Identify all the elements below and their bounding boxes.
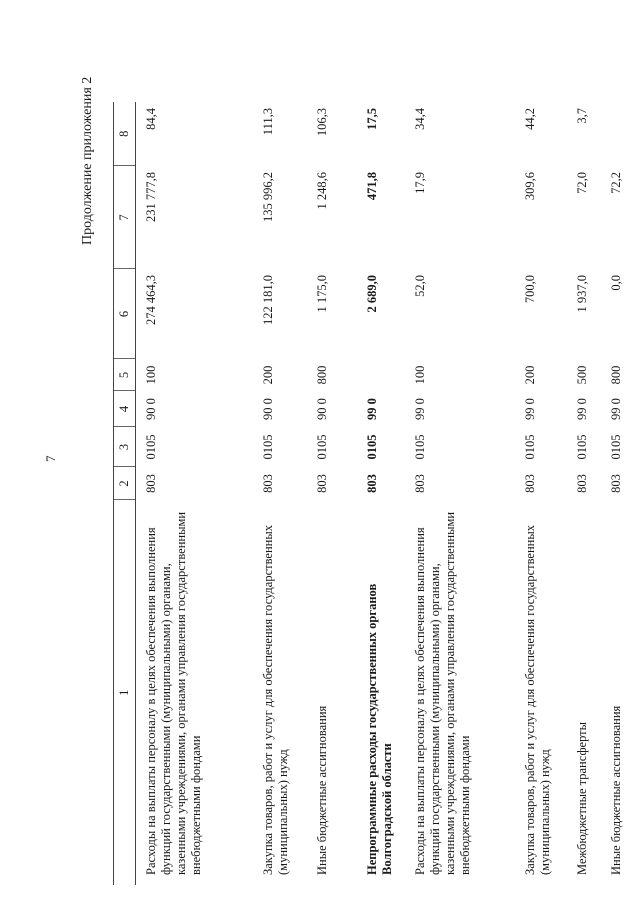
- budget-table: [113, 102, 635, 885]
- cell-planned: 122 181,0: [260, 275, 275, 325]
- cell-target: 99 0: [364, 398, 379, 420]
- cell-planned: 700,0: [522, 275, 537, 304]
- cell-section: 0105: [144, 434, 158, 460]
- row-name-cell: Закупка товаров, работ и услуг для обеспечения государственных (муниципальных) нужд: [522, 524, 552, 875]
- table-row: [515, 102, 567, 885]
- cell-section: 0105: [522, 434, 537, 460]
- cell-target: 99 0: [574, 398, 589, 420]
- table-row: [601, 102, 635, 885]
- cell-percent: 34,4: [412, 108, 427, 130]
- cell-expense-type: 500: [574, 365, 589, 385]
- cell-section: 0105: [412, 434, 427, 460]
- row-name-cell: Непрограммные расходы государственных органов Волгоградской области: [364, 583, 394, 875]
- cell-code: 803: [522, 474, 537, 493]
- cell-actual: 72,2: [608, 172, 623, 194]
- cell-section: 0105: [574, 434, 589, 460]
- row-name-cell: Межбюджетные трансферты: [574, 721, 589, 875]
- cell-target: 90 0: [260, 398, 275, 420]
- cell-expense-type: [357, 359, 405, 391]
- cell-planned: 274 464,3: [144, 275, 158, 325]
- cell-code: 803: [260, 474, 275, 493]
- cell-percent: 84,4: [144, 108, 158, 130]
- cell-code: 803: [574, 474, 589, 493]
- cell-actual: 1 248,6: [314, 172, 329, 210]
- cell-planned: 52,0: [412, 275, 427, 297]
- cell-actual: 135 996,2: [260, 172, 275, 222]
- table-row: [405, 102, 515, 885]
- column-header: 4: [114, 391, 136, 427]
- cell-expense-type: 200: [260, 365, 275, 385]
- cell-code: 803: [144, 474, 158, 493]
- row-name-cell: Расходы на выплаты персоналу в целях обеспечения выполнения функций государственными (муниципальными) органами, казенными учреждениями, органами управления государственными внебюджетными фондами: [144, 511, 203, 875]
- cell-code: 803: [314, 474, 329, 493]
- cell-target: 90 0: [144, 398, 158, 420]
- page-number: 7: [43, 455, 58, 462]
- row-name-cell: Закупка товаров, работ и услуг для обеспечения государственных (муниципальных) нужд: [260, 524, 290, 875]
- cell-percent: 111,3: [260, 108, 275, 136]
- cell-percent: 17,5: [364, 108, 379, 130]
- row-name-cell: Расходы на выплаты персоналу в целях обеспечения выполнения функций государственными (муниципальными) органами, казенными учреждениями, органами управления государственными внебюджетными фондами: [412, 511, 472, 875]
- column-header: 3: [114, 427, 136, 467]
- cell-actual: 471,8: [364, 172, 379, 201]
- cell-planned: 2 689,0: [364, 275, 379, 313]
- cell-planned: 1 175,0: [314, 275, 329, 313]
- table-header-row: [114, 102, 136, 885]
- column-header: 7: [114, 166, 136, 269]
- row-name-cell: Иные бюджетные ассигнования: [608, 705, 623, 875]
- cell-percent: [601, 102, 635, 166]
- cell-expense-type: 100: [144, 365, 158, 385]
- continuation-label: Продолжение приложения 2: [80, 76, 95, 245]
- column-header: 8: [114, 102, 136, 166]
- cell-target: 99 0: [608, 398, 623, 420]
- column-header: 1: [114, 500, 136, 885]
- cell-target: 99 0: [522, 398, 537, 420]
- table-row: [136, 102, 253, 885]
- cell-section: 0105: [314, 434, 329, 460]
- cell-actual: 72,0: [574, 172, 589, 194]
- cell-target: 90 0: [314, 398, 329, 420]
- column-header: 6: [114, 269, 136, 359]
- cell-percent: 106,3: [314, 108, 329, 137]
- cell-percent: 44,2: [522, 108, 537, 130]
- cell-planned: 0,0: [608, 275, 623, 291]
- cell-planned: 1 937,0: [574, 275, 589, 313]
- cell-code: 803: [608, 474, 623, 493]
- cell-target: 99 0: [412, 398, 427, 420]
- cell-section: 0105: [608, 434, 623, 460]
- cell-percent: 3,7: [574, 108, 589, 124]
- cell-actual: 231 777,8: [144, 172, 158, 222]
- table-body: [136, 102, 635, 885]
- column-header: 2: [114, 467, 136, 500]
- cell-actual: 17,9: [412, 172, 427, 194]
- table-row: [567, 102, 601, 885]
- cell-expense-type: 800: [314, 365, 329, 385]
- table-row: [357, 102, 405, 885]
- cell-section: 0105: [260, 434, 275, 460]
- column-header: 5: [114, 359, 136, 391]
- table-row: [307, 102, 357, 885]
- cell-expense-type: 200: [522, 365, 537, 385]
- cell-expense-type: 800: [608, 365, 623, 385]
- row-name-cell: Иные бюджетные ассигнования: [314, 705, 329, 875]
- cell-section: 0105: [364, 434, 379, 460]
- table-row: [253, 102, 307, 885]
- cell-expense-type: 100: [412, 365, 427, 385]
- cell-code: 803: [412, 474, 427, 493]
- cell-actual: 309,6: [522, 172, 537, 201]
- cell-code: 803: [364, 474, 379, 493]
